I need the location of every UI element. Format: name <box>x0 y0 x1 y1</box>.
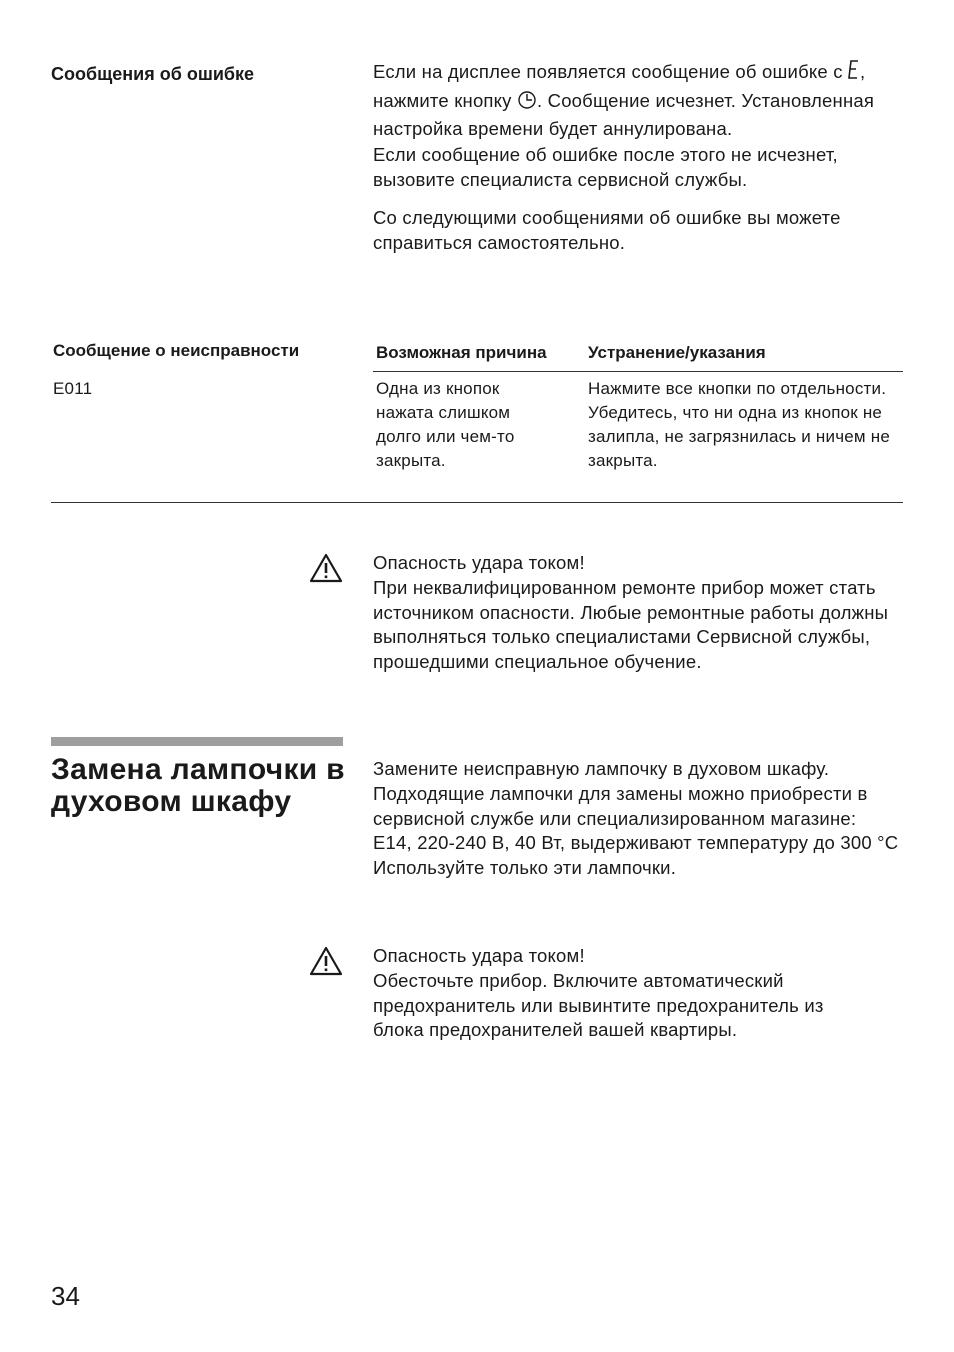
error-messages-para1: Если на дисплее появляется сообщение об ошибке с , нажмите кнопку . Сообщение исчезнет. Установленная настройка времени будет аннулирована. <box>373 61 875 139</box>
error-messages-para3: Со следующими сообщениями об ошибке вы можете справиться самостоятельно. <box>373 206 841 253</box>
warning1-title: Опасность удара током! <box>373 552 585 573</box>
table-row-cause: Одна из кнопок нажата слишком долго или чем-то закрыта. <box>376 379 515 470</box>
warning1-body: При неквалифицированном ремонте прибор может стать источником опасности. Любые ремонтные работы должны выполняться только специалистами Сервисной службы, прошедшими специальное обучение. <box>373 576 889 673</box>
warning-triangle-icon <box>309 946 343 978</box>
table-bottom-rule <box>51 502 903 503</box>
table-header-remedy: Устранение/указания <box>588 343 766 362</box>
warning2-text <box>373 944 873 1043</box>
table-header-message: Сообщение о неисправности <box>53 341 300 360</box>
warning2-title: Опасность удара током! <box>373 945 585 966</box>
table-row-code: E011 <box>53 379 93 398</box>
lamp-section-text <box>373 757 903 881</box>
error-messages-text <box>373 59 905 256</box>
error-e-symbol <box>848 59 860 88</box>
section-title: Замена лампочки в духовом шкафу <box>51 753 345 818</box>
page-number: 34 <box>51 1281 80 1311</box>
lamp-note: Используйте только эти лампочки. <box>373 857 677 879</box>
error-messages-para2: Если сообщение об ошибке после этого не исчезнет, вызовите специалиста сервисной службы. <box>373 143 838 190</box>
error-messages-label: Сообщения об ошибке <box>51 64 255 84</box>
lamp-spec: E14, 220-240 В, 40 Вт, выдерживают температуру до 300 °C <box>373 832 899 854</box>
lamp-intro: Замените неисправную лампочку в духовом шкафу. Подходящие лампочки для замены можно приобрести в сервисной службе или специализированном магазине: <box>373 758 868 829</box>
warning2-body: Обесточьте прибор. Включите автоматический предохранитель или вывинтите предохранитель из блока предохранителей вашей квартиры. <box>373 969 824 1041</box>
clock-icon <box>517 90 537 117</box>
table-header-cause: Возможная причина <box>376 343 547 362</box>
warning1-text <box>373 551 893 675</box>
warning-triangle-icon <box>309 553 343 585</box>
section-divider-bar <box>51 737 343 746</box>
table-row-remedy: Нажмите все кнопки по отдельности. Убедитесь, что ни одна из кнопок не залипла, не загрязнилась и ничем не закрыта. <box>588 379 890 470</box>
table-header-rule <box>373 371 903 372</box>
